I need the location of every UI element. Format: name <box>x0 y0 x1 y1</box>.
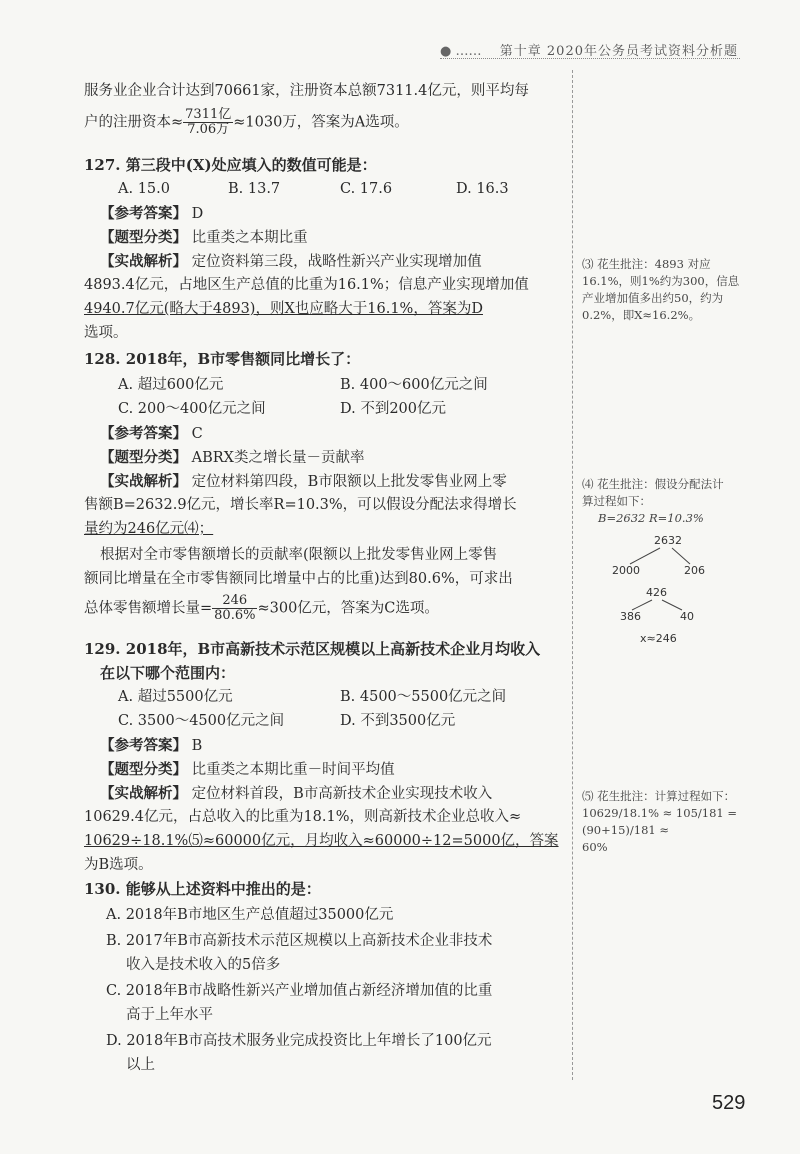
q128-option-c: C. 200～400亿元之间 <box>118 401 266 417</box>
q127-option-a: A. 15.0 <box>118 181 170 197</box>
q129-analysis-2: 10629.4亿元，占总收入的比重为18.1%，则高新技术企业总收入≈ <box>84 809 522 825</box>
q127-stem: 127. 第三段中(X)处应填入的数值可能是： <box>84 156 377 174</box>
tree-node-mid: 426 <box>646 586 667 599</box>
q128-analysis-2: 售额B=2632.9亿元，增长率R=10.3%，可以假设分配法求得增长 <box>84 497 517 513</box>
q128-option-d: D. 不到200亿元 <box>340 401 447 417</box>
tree-node-root: 2632 <box>654 534 682 547</box>
q128-stem: 128. 2018年，B市零售额同比增长了： <box>84 350 361 368</box>
q130-stem: 130. 能够从上述资料中推出的是： <box>84 880 321 898</box>
q130-option-c: C. 2018年B市战略性新兴产业增加值占新经济增加值的比重 <box>106 983 493 999</box>
side-note-3-result: 60% <box>582 840 608 854</box>
q130-option-b: B. 2017年B市高新技术示范区规模以上高新技术企业非技术 <box>106 933 493 949</box>
side-note-3-formula: 10629/18.1% ≈ 105/181 = (90+15)/181 ≈ <box>582 806 738 837</box>
q130-option-c-cont: 高于上年水平 <box>126 1007 213 1023</box>
q128-analysis-6: 总体零售额增长量= $\frac{246}{80.6\%}$ ≈300亿元，答案为C选项。 <box>84 593 439 623</box>
q128-type: 【题型分类】 ABRX类之增长量－贡献率 <box>100 449 365 466</box>
q127-analysis-2: 4893.4亿元，占地区生产总值的比重为16.1%；信息产业实现增加值 <box>84 277 529 293</box>
side-note-1: ⑶ 花生批注：4893 对应 16.1%，则1%约为300，信息 产业增加值多出约50，约为 0.2%，即X≈16.2%。 <box>582 257 740 322</box>
q128-fraction: $\frac{246}{80.6\%}$ <box>214 593 256 623</box>
q128-analysis-3: 量约为246亿元⑷； <box>84 521 214 537</box>
side-note-2-formula: B=2632 R=10.3% <box>598 511 704 525</box>
q128-answer: 【参考答案】 C <box>100 425 203 442</box>
intro-line-2: 户的注册资本≈ $\frac{\text{7311亿}}{\text{7.06万}}$ ≈1030万，答案为A选项。 <box>84 107 409 137</box>
margin-divider <box>572 70 573 1080</box>
q129-option-a: A. 超过5500亿元 <box>118 689 233 705</box>
q128-analysis-4: 根据对全市零售额增长的贡献率(限额以上批发零售业网上零售 <box>100 547 498 563</box>
split-tree-diagram <box>590 530 760 650</box>
q130-option-b-cont: 收入是技术收入的5倍多 <box>126 957 281 973</box>
q128-analysis-5: 额同比增量在全市零售额同比增量中占的比重)达到80.6%，可求出 <box>84 571 513 587</box>
q128-option-a: A. 超过600亿元 <box>118 377 224 393</box>
intro-line-1: 服务业企业合计达到70661家，注册资本总额7311.4亿元，则平均每 <box>84 83 529 99</box>
tree-node-right: 206 <box>684 564 705 577</box>
side-note-3: ⑸ 花生批注：计算过程如下： 10629/18.1% ≈ 105/181 = (90+15)/181 ≈ 60% <box>582 788 772 856</box>
tree-result: x≈246 <box>640 632 677 645</box>
q129-analysis-3: 10629÷18.1%⑸≈60000亿元，月均收入≈60000÷12=5000亿，答案 <box>84 833 559 849</box>
q128-analysis-1: 【实战解析】 定位材料第四段，B市限额以上批发零售业网上零 <box>100 473 507 490</box>
q127-analysis-1: 【实战解析】 定位资料第三段，战略性新兴产业实现增加值 <box>100 253 482 270</box>
q127-type: 【题型分类】 比重类之本期比重 <box>100 229 308 246</box>
q127-option-c: C. 17.6 <box>340 181 393 197</box>
q129-option-c: C. 3500～4500亿元之间 <box>118 713 285 729</box>
header-rule <box>440 58 740 59</box>
intro-fraction: $\frac{\text{7311亿}}{\text{7.06万}}$ <box>185 107 232 137</box>
q129-stem-1: 129. 2018年，B市高新技术示范区规模以上高新技术企业月均收入 <box>84 640 541 658</box>
tree-node-left: 2000 <box>612 564 640 577</box>
tree-node-left2: 386 <box>620 610 641 623</box>
q127-option-b: B. 13.7 <box>228 181 281 197</box>
q129-option-d: D. 不到3500亿元 <box>340 713 456 729</box>
q130-option-d-cont: 以上 <box>126 1057 155 1073</box>
q129-analysis-4: 为B选项。 <box>84 857 153 873</box>
q129-type: 【题型分类】 比重类之本期比重－时间平均值 <box>100 761 395 778</box>
q129-option-b: B. 4500～5500亿元之间 <box>340 689 507 705</box>
q127-answer: 【参考答案】 D <box>100 205 204 222</box>
q130-option-d: D. 2018年B市高技术服务业完成投资比上年增长了100亿元 <box>106 1033 492 1049</box>
q127-analysis-3: 4940.7亿元(略大于4893)，则X也应略大于16.1%，答案为D <box>84 301 483 317</box>
side-note-2: ⑷ 花生批注：假设分配法计 算过程如下： B=2632 R=10.3% <box>582 476 772 527</box>
q127-analysis-4: 选项。 <box>84 325 128 341</box>
q129-stem-2: 在以下哪个范围内： <box>100 664 236 682</box>
q129-analysis-1: 【实战解析】 定位材料首段，B市高新技术企业实现技术收入 <box>100 785 493 802</box>
q129-answer: 【参考答案】 B <box>100 737 203 754</box>
header-title: 第十章 2020年公务员考试资料分析题 <box>499 44 738 59</box>
q130-option-a: A. 2018年B市地区生产总值超过35000亿元 <box>106 907 394 923</box>
header-dots: ● …… <box>440 44 482 59</box>
q128-option-b: B. 400～600亿元之间 <box>340 377 488 393</box>
page-number: 529 <box>712 1092 746 1114</box>
q127-option-d: D. 16.3 <box>456 181 509 197</box>
tree-node-right2: 40 <box>680 610 694 623</box>
